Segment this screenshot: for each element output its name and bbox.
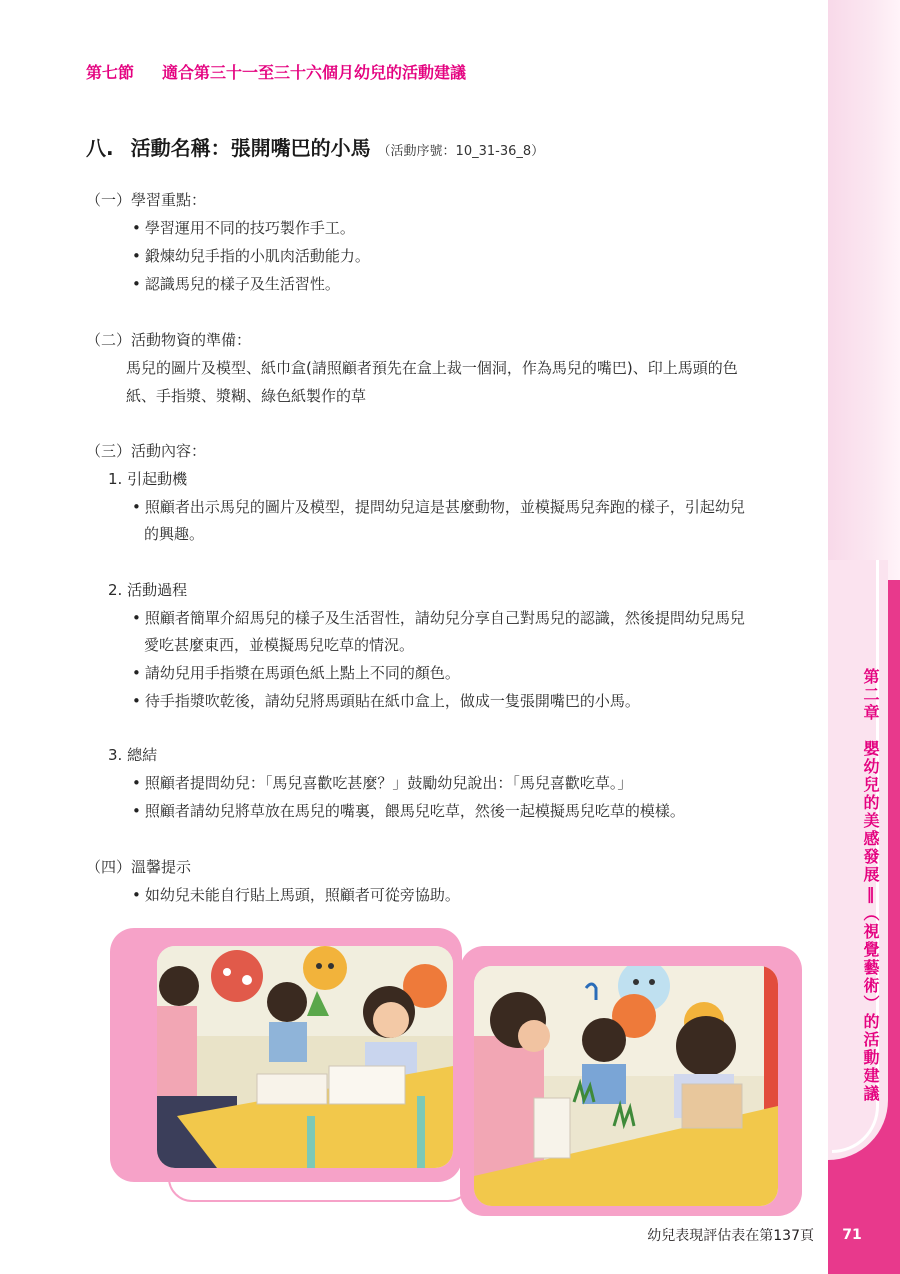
- activity-photo-left: [157, 946, 453, 1168]
- activity-title: [86, 132, 544, 161]
- page-number: [828, 1220, 900, 1250]
- step-title: 3. 總結: [108, 746, 158, 764]
- chapter-title: 第二章 嬰幼兒的美感發展‖（視覺藝術）的活動建議: [861, 668, 880, 1103]
- step-bullet: • 請幼兒用手指漿在馬頭色紙上點上不同的顏色。: [132, 659, 460, 687]
- tips-item: • 如幼兒未能自行貼上馬頭，照顧者可從旁協助。: [132, 881, 460, 909]
- materials-line: 馬兒的圖片及模型、紙巾盒(請照顧者預先在盒上裁一個洞，作為馬兒的嘴巴)、印上馬頭的色: [126, 359, 738, 377]
- step-bullet: • 照顧者簡單介紹馬兒的樣子及生活習性，請幼兒分享自己對馬兒的認識，然後提問幼兒馬兒: [132, 604, 745, 632]
- section-label: 第七節: [86, 63, 135, 82]
- section-title: 適合第三十一至三十六個月幼兒的活動建議: [162, 63, 467, 82]
- learning-focus-item: • 學習運用不同的技巧製作手工。: [132, 214, 355, 242]
- step-title: 1. 引起動機: [108, 470, 188, 488]
- section-header: [86, 60, 466, 83]
- activity-photo-right: [474, 966, 778, 1206]
- learning-focus-heading: （一）學習重點：: [86, 191, 207, 209]
- learning-focus-item: • 鍛煉幼兒手指的小肌肉活動能力。: [132, 242, 370, 270]
- tips-heading: （四）溫馨提示: [86, 858, 192, 876]
- photo-right-illustration: [474, 966, 778, 1206]
- step-bullet: • 照顧者提問幼兒：「馬兒喜歡吃甚麼？」鼓勵幼兒說出：「馬兒喜歡吃草。」: [132, 769, 632, 797]
- content-heading: （三）活動內容：: [86, 442, 207, 460]
- activity-name-prefix: 活動名稱：: [130, 136, 231, 160]
- step-bullet: • 照顧者出示馬兒的圖片及模型，提問幼兒這是甚麼動物，並模擬馬兒奔跑的樣子，引起幼兒: [132, 493, 745, 521]
- step-bullet-cont: 愛吃甚麼東西，並模擬馬兒吃草的情況。: [144, 636, 415, 654]
- activity-number: 八.: [86, 136, 114, 160]
- activity-code: （活動序號：10_31-36_8）: [377, 144, 545, 159]
- materials-heading: （二）活動物資的準備：: [86, 331, 252, 349]
- photo-left-illustration: [157, 946, 453, 1168]
- step-title: 2. 活動過程: [108, 581, 188, 599]
- materials-line: 紙、手指漿、漿糊、綠色紙製作的草: [126, 387, 367, 405]
- footer-reference: 幼兒表現評估表在第137頁: [647, 1228, 814, 1244]
- learning-focus-item: • 認識馬兒的樣子及生活習性。: [132, 270, 340, 298]
- page-number-text: 71: [842, 1227, 862, 1243]
- activity-name: 張開嘴巴的小馬: [230, 136, 371, 160]
- step-bullet: • 待手指漿吹乾後，請幼兒將馬頭貼在紙巾盒上，做成一隻張開嘴巴的小馬。: [132, 687, 640, 715]
- step-bullet-cont: 的興趣。: [144, 525, 205, 543]
- step-bullet: • 照顧者請幼兒將草放在馬兒的嘴裏，餵馬兒吃草，然後一起模擬馬兒吃草的模樣。: [132, 797, 685, 825]
